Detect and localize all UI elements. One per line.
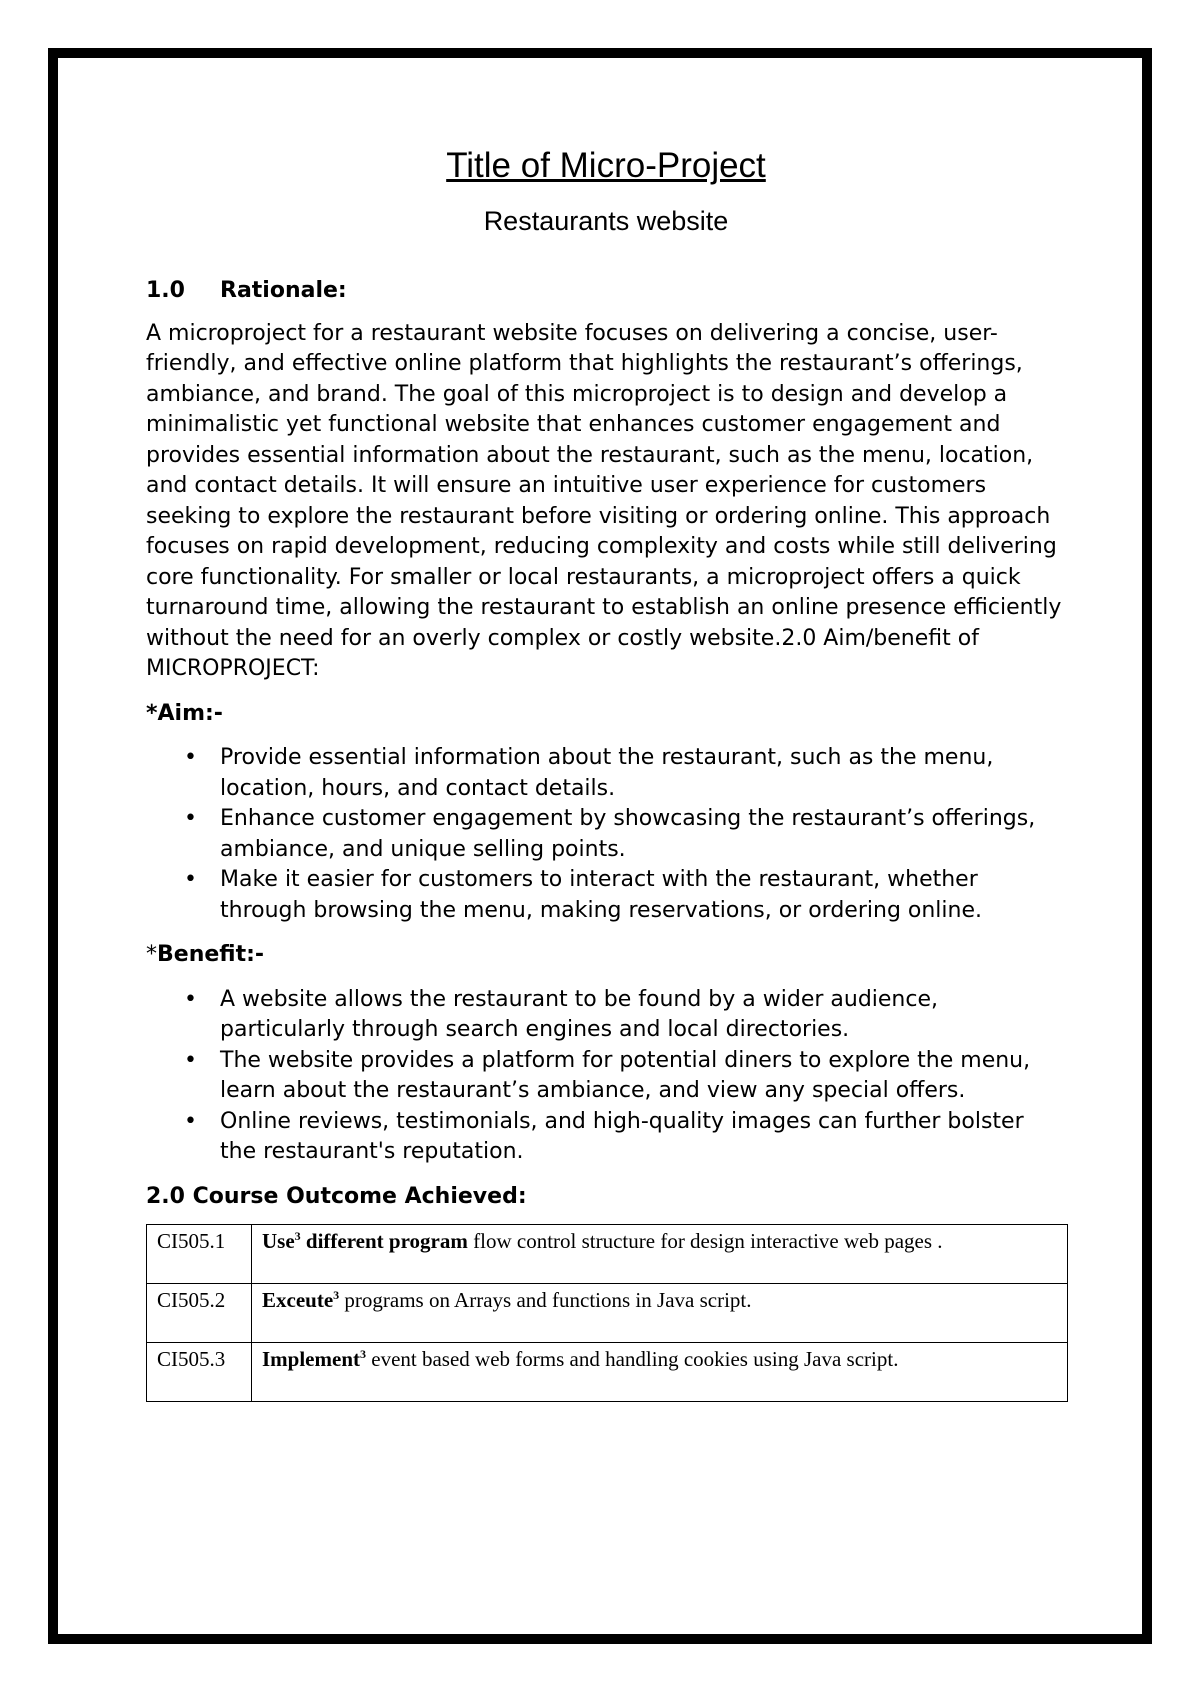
benefit-item-text: The website provides a platform for potential diners to explore the menu, learn about the restaurant’s ambiance, and view any special offers. <box>220 1047 1031 1103</box>
aim-star: * <box>146 700 158 726</box>
bullet-icon: • <box>184 745 197 770</box>
outcome-verb: Exceute <box>262 1288 334 1312</box>
document-body <box>146 140 1066 1402</box>
outcome-code: CI505.2 <box>147 1284 252 1343</box>
project-subtitle: Restaurants website <box>483 206 729 236</box>
benefit-star: * <box>146 942 157 967</box>
list-item <box>184 1046 1066 1107</box>
outcome-level: 3 <box>360 1347 366 1361</box>
benefit-item-text: A website allows the restaurant to be found by a wider audience, particularly through search engines and local directories. <box>220 986 938 1042</box>
outcome-verb: Use <box>262 1229 295 1253</box>
rationale-paragraph: A microproject for a restaurant website focuses on delivering a concise, user-friendly, and effective online platform that highlights the restaurant’s offerings, ambiance, and brand. The goal of this microproject is to design and develop a minimalistic yet functional website that enhances customer engagement and provides essential information about the restaurant, such as the menu, location, and contact details. It will ensure an intuitive user experience for customers seeking to explore the restaurant before visiting or ordering online. This approach focuses on rapid development, reducing complexity and costs while still delivering core functionality. For smaller or local restaurants, a microproject offers a quick turnaround time, allowing the restaurant to establish an online presence efficiently without the need for an overly complex or costly website.2.0 Aim/benefit of MICROPROJECT: <box>146 320 1062 681</box>
outcome-text: flow control structure for design interactive web pages . <box>467 1229 943 1253</box>
outcome-text: programs on Arrays and functions in Java script. <box>339 1288 752 1312</box>
course-outcome-table <box>146 1224 1068 1402</box>
rationale-heading-text: Rationale: <box>220 278 347 303</box>
outcome-description <box>252 1225 1068 1284</box>
course-outcome-heading: 2.0 Course Outcome Achieved: <box>146 1183 527 1209</box>
benefit-heading-text: Benefit:- <box>157 942 265 967</box>
table-row <box>147 1284 1068 1343</box>
aim-item-text: Make it easier for customers to interact with the restaurant, whether through browsing the menu, making reservations, or ordering online. <box>220 867 982 923</box>
table-row <box>147 1343 1068 1402</box>
bullet-icon: • <box>184 1047 197 1073</box>
outcome-level: 3 <box>294 1229 301 1243</box>
outcome-description <box>252 1343 1068 1402</box>
benefit-list <box>146 985 1066 1168</box>
aim-heading <box>146 699 1066 730</box>
list-item <box>184 743 1066 804</box>
list-item <box>184 1107 1066 1168</box>
outcome-text: event based web forms and handling cookies using Java script. <box>366 1347 899 1371</box>
table-row <box>147 1225 1068 1284</box>
aim-list <box>146 743 1066 926</box>
bullet-icon: • <box>184 1108 197 1134</box>
outcome-description <box>252 1284 1068 1343</box>
outcome-code: CI505.3 <box>147 1343 252 1402</box>
benefit-item-text: Online reviews, testimonials, and high-quality images can further bolster the restaurant's reputation. <box>220 1108 1024 1164</box>
rationale-number: 1.0 <box>146 278 185 303</box>
aim-heading-text: Aim:- <box>157 700 223 726</box>
outcome-code: CI505.1 <box>147 1225 252 1284</box>
aim-item-text: Enhance customer engagement by showcasing the restaurant’s offerings, ambiance, and unique selling points. <box>220 806 1036 862</box>
project-title: Title of Micro-Project <box>446 146 766 185</box>
list-item <box>184 985 1066 1046</box>
outcome-verb: Implement <box>262 1347 360 1371</box>
outcome-level: 3 <box>333 1288 340 1302</box>
bullet-icon: • <box>184 867 197 892</box>
bullet-icon: • <box>184 986 197 1012</box>
list-item <box>184 804 1066 865</box>
benefit-heading <box>146 940 1066 971</box>
bullet-icon: • <box>184 806 197 831</box>
outcome-bold-text: different program <box>300 1229 468 1253</box>
aim-item-text: Provide essential information about the restaurant, such as the menu, location, hours, and contact details. <box>220 745 994 801</box>
list-item <box>184 865 1066 926</box>
rationale-heading <box>146 276 1066 307</box>
